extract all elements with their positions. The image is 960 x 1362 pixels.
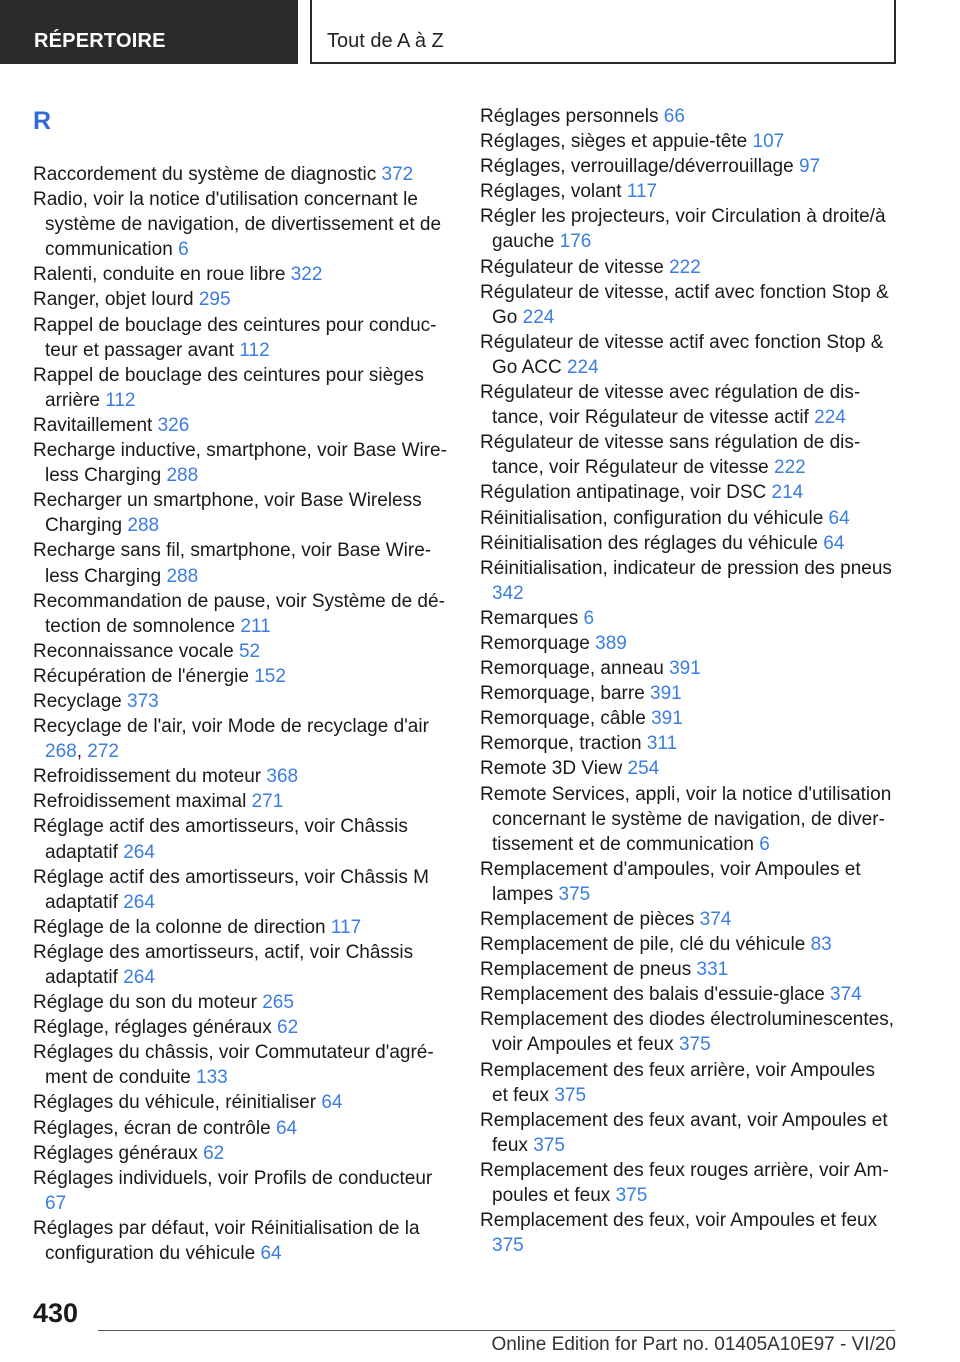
index-entry xyxy=(33,1116,453,1141)
page-reference-link[interactable]: 107 xyxy=(752,131,785,153)
page-reference-link[interactable]: 6 xyxy=(583,607,595,629)
index-entry xyxy=(33,1040,453,1090)
page-reference-link[interactable]: 66 xyxy=(663,106,685,127)
page-reference-link[interactable]: 264 xyxy=(123,841,155,863)
section-label: RÉPERTOIRE xyxy=(34,30,166,52)
index-entry-text: Remplacement de pile, clé du véhicule xyxy=(480,934,806,956)
index-entry-text: Réglages, volant xyxy=(480,181,622,203)
page-reference-link[interactable]: 64 xyxy=(321,1092,343,1114)
page-reference-link[interactable]: 391 xyxy=(651,708,683,730)
index-entry-text: Réglage de la colonne de direction xyxy=(33,916,326,938)
index-entry-text: Recharge inductive, smartphone, voir Base Wireless Charging xyxy=(33,440,447,487)
index-entry xyxy=(33,538,453,588)
page-reference-link[interactable]: 64 xyxy=(828,507,850,529)
index-entry xyxy=(480,531,896,556)
index-entry xyxy=(480,1208,896,1258)
section-tab xyxy=(0,0,298,64)
page-reference-link[interactable]: 64 xyxy=(275,1117,298,1139)
index-entry xyxy=(480,1158,896,1208)
index-entry xyxy=(480,656,896,681)
page-reference-link[interactable]: 322 xyxy=(290,264,323,286)
page-reference-link[interactable]: 224 xyxy=(522,306,555,328)
index-entry xyxy=(33,1141,453,1166)
page-reference-link[interactable]: 224 xyxy=(566,356,599,378)
index-entry-text: Réglages généraux xyxy=(33,1142,198,1164)
index-entry xyxy=(480,255,896,280)
index-entry xyxy=(480,907,896,932)
page-reference-link[interactable]: 6 xyxy=(178,239,189,261)
page-reference-link[interactable]: 112 xyxy=(105,389,136,411)
index-entry xyxy=(480,154,896,179)
page-reference-link[interactable]: 375 xyxy=(558,883,591,905)
index-entry xyxy=(480,957,896,982)
index-entry xyxy=(33,940,453,990)
page-reference-link[interactable]: 268 xyxy=(45,741,77,763)
index-entry-text: Réglages individuels, voir Profils de conducteur xyxy=(33,1167,433,1189)
page-reference-link[interactable]: 375 xyxy=(492,1235,524,1257)
index-entry-text: Remorquage xyxy=(480,632,590,654)
index-entry xyxy=(33,764,453,789)
index-entry xyxy=(480,1007,896,1057)
index-entry xyxy=(33,363,453,413)
index-entry xyxy=(33,689,453,714)
index-entry-text: Régler les projecteurs, voir Circulation à droite/à gauche xyxy=(480,206,886,253)
index-entry xyxy=(480,631,896,656)
page-reference-link[interactable]: 288 xyxy=(166,465,199,487)
page-reference-link[interactable]: 331 xyxy=(696,959,729,981)
index-entry-text: Rappel de bouclage des ceintures pour conducteur et passager avant xyxy=(33,314,437,361)
index-entry xyxy=(480,380,896,430)
index-entry-text: Reconnaissance vocale xyxy=(33,640,234,662)
page-reference-link[interactable]: 83 xyxy=(810,934,832,956)
index-entry-text: Réglages par défaut, voir Réinitialisation de la configuration du véhicule xyxy=(33,1217,420,1265)
index-entry-text: Radio, voir la notice d'utilisation concernant le système de navigation, de divertissement et de communication xyxy=(33,189,442,261)
page-reference-link[interactable]: 222 xyxy=(774,457,806,479)
index-entry xyxy=(480,606,896,631)
page-reference-link[interactable]: 6 xyxy=(759,833,770,855)
page-reference-link[interactable]: 62 xyxy=(203,1142,225,1164)
page-reference-link[interactable]: 117 xyxy=(626,181,658,203)
page-reference-link[interactable]: 271 xyxy=(251,791,284,813)
index-entry xyxy=(33,313,453,363)
index-entry xyxy=(33,413,453,438)
index-column-left xyxy=(33,104,453,1266)
index-entry-text: Rappel de bouclage des ceintures pour sièges arrière xyxy=(33,364,424,411)
page-reference-link[interactable]: 222 xyxy=(669,256,701,278)
page-reference-link[interactable]: 391 xyxy=(669,658,701,680)
index-entry-text: Remplacement des feux arrière, voir Ampoules et feux xyxy=(480,1059,875,1106)
index-entry xyxy=(33,187,453,262)
index-entry-text: Remorquage, barre xyxy=(480,683,645,705)
index-entry xyxy=(33,589,453,639)
page-number: 430 xyxy=(33,1298,79,1328)
index-entry-text: Remplacement de pièces xyxy=(480,909,695,930)
index-entry xyxy=(480,556,896,606)
index-entry xyxy=(480,480,896,505)
index-entry xyxy=(480,179,896,204)
index-entry xyxy=(480,1058,896,1108)
page-reference-link[interactable]: 264 xyxy=(123,891,155,913)
index-entry xyxy=(33,664,453,689)
index-entry-text: Remplacement des feux rouges arrière, voir Ampoules et feux xyxy=(480,1159,889,1207)
header-title: Tout de A à Z xyxy=(327,30,444,52)
index-entry xyxy=(33,1216,453,1266)
index-entry-text: Remorquage, anneau xyxy=(480,658,664,680)
index-entry xyxy=(480,782,896,857)
page-reference-link[interactable]: 372 xyxy=(381,164,414,185)
page-reference-link[interactable]: 295 xyxy=(198,289,231,311)
index-entry-text: Régulateur de vitesse, actif avec fonction Stop & Go xyxy=(480,281,889,328)
index-entry-text: Réglage des amortisseurs, actif, voir Châssis adaptatif xyxy=(33,941,414,988)
index-entry xyxy=(480,280,896,330)
index-entry xyxy=(480,857,896,907)
page-reference-link[interactable]: 117 xyxy=(330,916,362,938)
index-entry-text: Ranger, objet lourd xyxy=(33,289,194,311)
index-entry-text: Ralenti, conduite en roue libre xyxy=(33,264,286,286)
index-entry xyxy=(480,506,896,531)
index-entry-text: Réinitialisation, configuration du véhicule xyxy=(480,507,824,529)
index-entry: Recyclage de l'air, voir Mode de recyclage d'air 268, 272 xyxy=(33,716,429,763)
index-entry-text: Régulateur de vitesse sans régulation de distance, voir Régulateur de vitesse xyxy=(480,432,861,479)
index-entry xyxy=(33,814,453,864)
index-entry-text: Réinitialisation, indicateur de pression des pneus xyxy=(480,557,892,579)
index-entry-text: Régulateur de vitesse xyxy=(480,256,664,278)
index-letter-heading: R xyxy=(33,107,52,135)
index-entry-text: Remplacement de pneus xyxy=(480,959,692,981)
page-reference-link[interactable]: 224 xyxy=(814,407,846,429)
index-entry-text: Refroidissement du moteur xyxy=(33,766,262,788)
index-entry-text: Recyclage xyxy=(33,690,122,712)
page-reference-link[interactable]: 326 xyxy=(157,414,190,436)
index-entry xyxy=(33,789,453,814)
index-entry-text: Remorquage, câble xyxy=(480,708,646,730)
index-entry-text: Régulation antipatinage, voir DSC xyxy=(480,482,767,504)
index-entry-text: Régulateur de vitesse avec régulation de distance, voir Régulateur de vitesse actif xyxy=(480,382,861,429)
index-entry xyxy=(480,430,896,480)
index-entry xyxy=(480,104,896,129)
index-entry-text: Remorque, traction xyxy=(480,733,642,755)
page-reference-link[interactable]: 374 xyxy=(830,984,862,1006)
page-reference-link[interactable]: 133 xyxy=(196,1067,228,1089)
index-entry-text: Remplacement des balais d'essuie-glace xyxy=(480,984,825,1006)
index-entry xyxy=(480,681,896,706)
index-entry xyxy=(480,330,896,380)
index-entry-text: Réglage actif des amortisseurs, voir Châssis M adaptatif xyxy=(33,866,429,913)
page-reference-link[interactable]: 52 xyxy=(238,640,261,662)
index-entry-text: Recharge sans fil, smartphone, voir Base Wireless Charging xyxy=(33,540,432,587)
index-entry xyxy=(480,706,896,731)
index-entry xyxy=(33,287,453,312)
index-entry xyxy=(33,915,453,940)
page-reference-link[interactable]: 375 xyxy=(615,1185,648,1207)
index-entry-text: Remplacement des diodes électroluminescentes, voir Ampoules et feux xyxy=(480,1009,894,1056)
page-reference-link[interactable]: 97 xyxy=(798,156,821,178)
index-entry-text: Réglages, écran de contrôle xyxy=(33,1117,271,1139)
page-reference-link[interactable]: 311 xyxy=(646,733,678,755)
index-entries-right xyxy=(480,104,896,1258)
page-reference-link[interactable]: 64 xyxy=(823,532,845,554)
index-entry-text: Ravitaillement xyxy=(33,414,153,436)
index-entry-text: Réglages, verrouillage/déverrouillage xyxy=(480,156,794,178)
index-entry xyxy=(33,1015,453,1040)
page-reference-link[interactable]: 176 xyxy=(559,231,592,253)
page-reference-link[interactable]: 374 xyxy=(699,909,732,930)
index-entry-text: Remplacement des feux, voir Ampoules et feux xyxy=(480,1210,878,1232)
index-entry-text: Récupération de l'énergie xyxy=(33,665,249,687)
index-entry-text: Réglages, sièges et appuie-tête xyxy=(480,131,748,153)
page-reference-link[interactable]: 373 xyxy=(127,690,159,712)
page-reference-link[interactable]: 265 xyxy=(262,992,294,1014)
page-reference-link[interactable]: 375 xyxy=(678,1034,711,1056)
index-entry-text: Remarques xyxy=(480,607,579,629)
index-entry-text: Régulateur de vitesse actif avec fonction Stop & Go ACC xyxy=(480,331,884,378)
index-entries-left xyxy=(33,162,453,1266)
index-entry xyxy=(33,162,453,187)
index-entry xyxy=(33,639,453,664)
index-entry-text: Réglage, réglages généraux xyxy=(33,1017,272,1039)
index-entry xyxy=(33,262,453,287)
footer-divider xyxy=(98,1330,895,1331)
index-entry-text: Réglage actif des amortisseurs, voir Châssis adaptatif xyxy=(33,816,408,863)
page-reference-link[interactable]: 214 xyxy=(771,482,804,504)
page-reference-link[interactable]: 375 xyxy=(533,1134,565,1156)
index-entry xyxy=(480,1108,896,1158)
index-entry xyxy=(33,1166,453,1216)
index-entry-text: Recommandation de pause, voir Système de détection de somnolence xyxy=(33,590,445,637)
index-entry-text: Recyclage de l'air, voir Mode de recyclage d'air xyxy=(33,716,429,738)
index-entry xyxy=(480,129,896,154)
index-entry xyxy=(480,731,896,756)
page-reference-link[interactable]: 64 xyxy=(260,1243,282,1265)
page-reference-link[interactable]: 368 xyxy=(266,766,299,788)
index-entry-text: Réglage du son du moteur xyxy=(33,992,257,1014)
index-entry-text: Remote Services, appli, voir la notice d'utilisation concernant le système de navigation, de divertissement et de communication xyxy=(480,783,892,855)
index-entry xyxy=(480,982,896,1007)
page-reference-link[interactable]: 288 xyxy=(166,565,199,587)
index-entry-text: Remplacement d'ampoules, voir Ampoules et lampes xyxy=(480,858,861,905)
index-entry xyxy=(480,932,896,957)
index-column-right xyxy=(480,104,896,1258)
page-reference-link[interactable]: 391 xyxy=(650,683,682,705)
index-entry-text: Refroidissement maximal xyxy=(33,791,247,813)
index-entry xyxy=(33,1090,453,1115)
page-reference-link[interactable]: 112 xyxy=(239,339,270,361)
index-entry-text: Réglages personnels xyxy=(480,106,659,127)
page-reference-link[interactable]: 272 xyxy=(87,741,119,763)
index-entry xyxy=(480,204,896,254)
index-entry xyxy=(33,990,453,1015)
page-reference-link[interactable]: 211 xyxy=(240,615,271,637)
index-entry xyxy=(33,488,453,538)
page-reference-link[interactable]: 342 xyxy=(492,582,524,604)
footer-edition: Online Edition for Part no. 01405A10E97 - VI/20 xyxy=(491,1334,896,1355)
page-reference-link[interactable]: 62 xyxy=(277,1017,299,1039)
index-entry xyxy=(33,438,453,488)
index-entry xyxy=(33,865,453,915)
page-reference-link[interactable]: 254 xyxy=(627,758,660,780)
page-reference-link[interactable]: 288 xyxy=(127,515,160,537)
page-reference-link[interactable]: 375 xyxy=(554,1084,587,1106)
index-entry xyxy=(480,756,896,781)
index-entry-text: Réglages du châssis, voir Commutateur d'agrément de conduite xyxy=(33,1042,434,1089)
index-entry-text: Remote 3D View xyxy=(480,758,623,780)
page-reference-link[interactable]: 152 xyxy=(254,665,286,687)
index-entry-text: Raccordement du système de diagnostic xyxy=(33,164,377,185)
index-entry-text: Recharger un smartphone, voir Base Wireless Charging xyxy=(33,490,422,537)
page-reference-link[interactable]: 67 xyxy=(45,1192,67,1214)
index-entry-text: Réinitialisation des réglages du véhicule xyxy=(480,532,818,554)
header-title-tab xyxy=(310,0,896,64)
index-entry-text: Remplacement des feux avant, voir Ampoules et feux xyxy=(480,1109,888,1156)
page-reference-link[interactable]: 264 xyxy=(123,967,155,988)
page-reference-link[interactable]: 389 xyxy=(595,632,627,654)
index-entry-text: Réglages du véhicule, réinitialiser xyxy=(33,1092,317,1114)
